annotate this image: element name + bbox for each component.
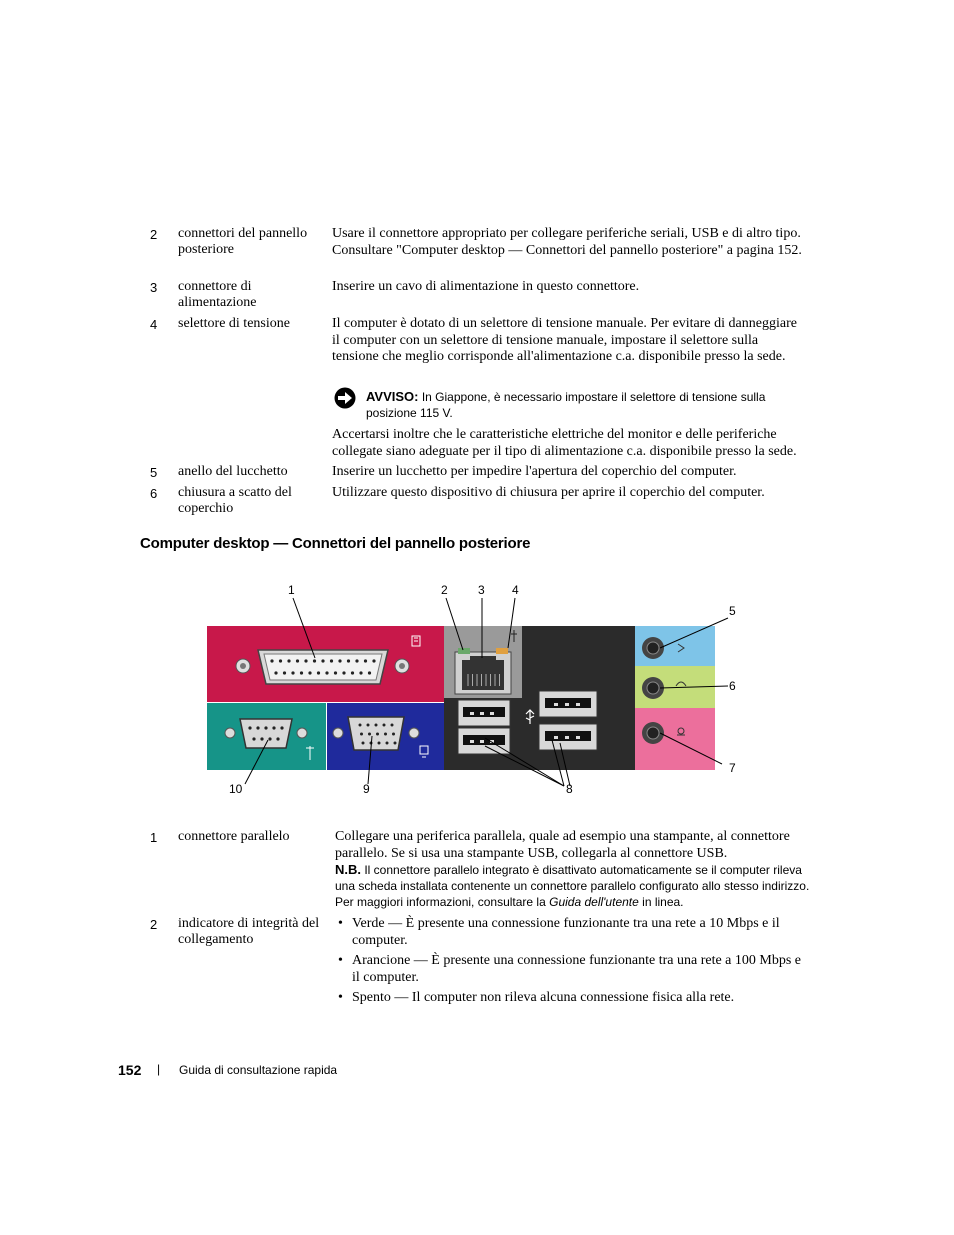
- row-term: indicatore di integrità del collegamento: [178, 916, 320, 947]
- connector-pin: [376, 733, 379, 736]
- connector-pin: [394, 742, 397, 745]
- rear-panel-illustration: [200, 578, 760, 800]
- connector-pin: [351, 671, 354, 674]
- connector-pin: [334, 671, 337, 674]
- connector-pin: [338, 659, 341, 662]
- connector-pin: [364, 659, 367, 662]
- connector-pin: [347, 659, 350, 662]
- connector-pin: [330, 659, 333, 662]
- connector-pin: [368, 671, 371, 674]
- row-description: Utilizzare questo dispositivo di chiusura per aprire il coperchio del computer.: [332, 485, 765, 500]
- list-item: • Arancione — È presente una connessione funzionante tra una rete a 100 Mbps e il computer.: [336, 953, 811, 986]
- callout-3: 3: [478, 583, 485, 597]
- network-connector: [455, 648, 511, 694]
- connector-pin: [325, 671, 328, 674]
- row-description: Inserire un cavo di alimentazione in questo connettore.: [332, 279, 640, 294]
- row-number: 4: [150, 317, 158, 332]
- row-number: 5: [150, 465, 158, 480]
- row-term: connettore di alimentazione: [178, 279, 257, 310]
- network-activity-light: [496, 648, 508, 654]
- connector-pin: [268, 737, 271, 740]
- audio-jacks: [642, 637, 664, 744]
- callout-7: 7: [729, 761, 736, 775]
- connector-pin: [272, 726, 275, 729]
- connector-pin: [256, 726, 259, 729]
- connector-pin: [384, 733, 387, 736]
- connector-pin: [368, 733, 371, 736]
- row-description: Collegare una periferica parallela, quale ad esempio una stampante, al connettore parallelo. Se si usa una stampante USB, collegarla al connettore USB.: [335, 829, 790, 861]
- connector-pin: [276, 737, 279, 740]
- callout-2: 2: [441, 583, 448, 597]
- connector-pin: [308, 671, 311, 674]
- connector-pin: [359, 724, 362, 727]
- row-term: chiusura a scatto del coperchio: [178, 485, 292, 516]
- connector-pin: [279, 659, 282, 662]
- connector-pin: [391, 724, 394, 727]
- connector-pin: [291, 671, 294, 674]
- connector-pin: [300, 671, 303, 674]
- rear-panel-figure: [200, 578, 760, 800]
- connector-pin: [304, 659, 307, 662]
- callout-4: 4: [512, 583, 519, 597]
- row-term: selettore di tensione: [178, 316, 290, 331]
- connector-pin: [280, 726, 283, 729]
- page-number: 152: [118, 1062, 142, 1078]
- notice-icon: [334, 387, 356, 409]
- callout-8: 8: [566, 782, 573, 796]
- note-body-end: in linea.: [638, 895, 684, 909]
- note-text: [335, 862, 810, 910]
- connector-pin: [270, 659, 273, 662]
- row-term: anello del lucchetto: [178, 464, 288, 479]
- row-number: 6: [150, 486, 158, 501]
- connector-pin: [372, 659, 375, 662]
- connector-pin: [383, 724, 386, 727]
- notice-label: AVVISO:: [366, 389, 419, 404]
- connector-pin: [248, 726, 251, 729]
- connector-pin: [274, 671, 277, 674]
- callout-5: 5: [729, 604, 736, 618]
- list-item: • Verde — È presente una connessione funzionante tra una rete a 10 Mbps e il computer.: [336, 916, 811, 949]
- callout-1: 1: [288, 583, 295, 597]
- connector-pin: [359, 671, 362, 674]
- connector-pin: [360, 733, 363, 736]
- connector-pin: [252, 737, 255, 740]
- link-integrity-light: [458, 648, 470, 654]
- connector-pin: [392, 733, 395, 736]
- row-description: Usare il connettore appropriato per collegare periferiche seriali, USB e di altro tipo. Consultare "Computer desktop — Connettori del pannello posteriore" a pagina 152.: [332, 226, 802, 258]
- connector-pin: [264, 726, 267, 729]
- connector-pin: [287, 659, 290, 662]
- connector-pin: [260, 737, 263, 740]
- row-number: 1: [150, 830, 158, 845]
- connector-pin: [342, 671, 345, 674]
- connector-pin: [355, 659, 358, 662]
- section-heading: Computer desktop — Connettori del pannello posteriore: [140, 535, 531, 552]
- note-italic-link: Guida dell'utente: [549, 895, 639, 909]
- list-item: • Spento — Il computer non rileva alcuna connessione fisica alla rete.: [336, 990, 811, 1007]
- row-number: 3: [150, 280, 158, 295]
- connector-pin: [317, 671, 320, 674]
- connector-pin: [313, 659, 316, 662]
- connector-pin: [296, 659, 299, 662]
- footer-separator: |: [157, 1062, 161, 1076]
- row-description: Inserire un lucchetto per impedire l'apertura del coperchio del computer.: [332, 464, 737, 479]
- notice-body: In Giappone, è necessario impostare il selettore di tensione sulla posizione 115 V.: [366, 390, 766, 420]
- connector-pin: [283, 671, 286, 674]
- bullet-list: [336, 916, 811, 1007]
- connector-pin: [386, 742, 389, 745]
- connector-pin: [378, 742, 381, 745]
- row-term: connettori del pannello posteriore: [178, 226, 308, 257]
- connector-pin: [321, 659, 324, 662]
- row-description: Il computer è dotato di un selettore di tensione manuale. Per evitare di danneggiare il computer con un selettore di tensione manuale, impostare il selettore sulla tensione che meglio corrisponde all'alimentazione c.a. disponibile presso la sede.: [332, 316, 797, 364]
- callout-6: 6: [729, 679, 736, 693]
- note-label: N.B.: [335, 862, 361, 877]
- note-body: Il connettore parallelo integrato è disattivato automaticamente se il computer rileva una scheda installata contenente un connettore parallelo configurato allo stesso indirizzo. Per maggiori informazioni, consultare la: [335, 863, 810, 909]
- footer-title: Guida di consultazione rapida: [179, 1063, 338, 1077]
- connector-pin: [367, 724, 370, 727]
- row-number: 2: [150, 917, 158, 932]
- notice-text: [366, 389, 806, 421]
- connector-pin: [375, 724, 378, 727]
- row-description-continued: Accertarsi inoltre che le caratteristiche elettriche del monitor e delle periferiche collegate siano adeguate per il tipo di alimentazione c.a. disponibile presso la sede.: [332, 427, 797, 459]
- row-term: connettore parallelo: [178, 829, 290, 844]
- callout-9: 9: [363, 782, 370, 796]
- row-number: 2: [150, 227, 158, 242]
- connector-pin: [362, 742, 365, 745]
- callout-10: 10: [229, 782, 243, 796]
